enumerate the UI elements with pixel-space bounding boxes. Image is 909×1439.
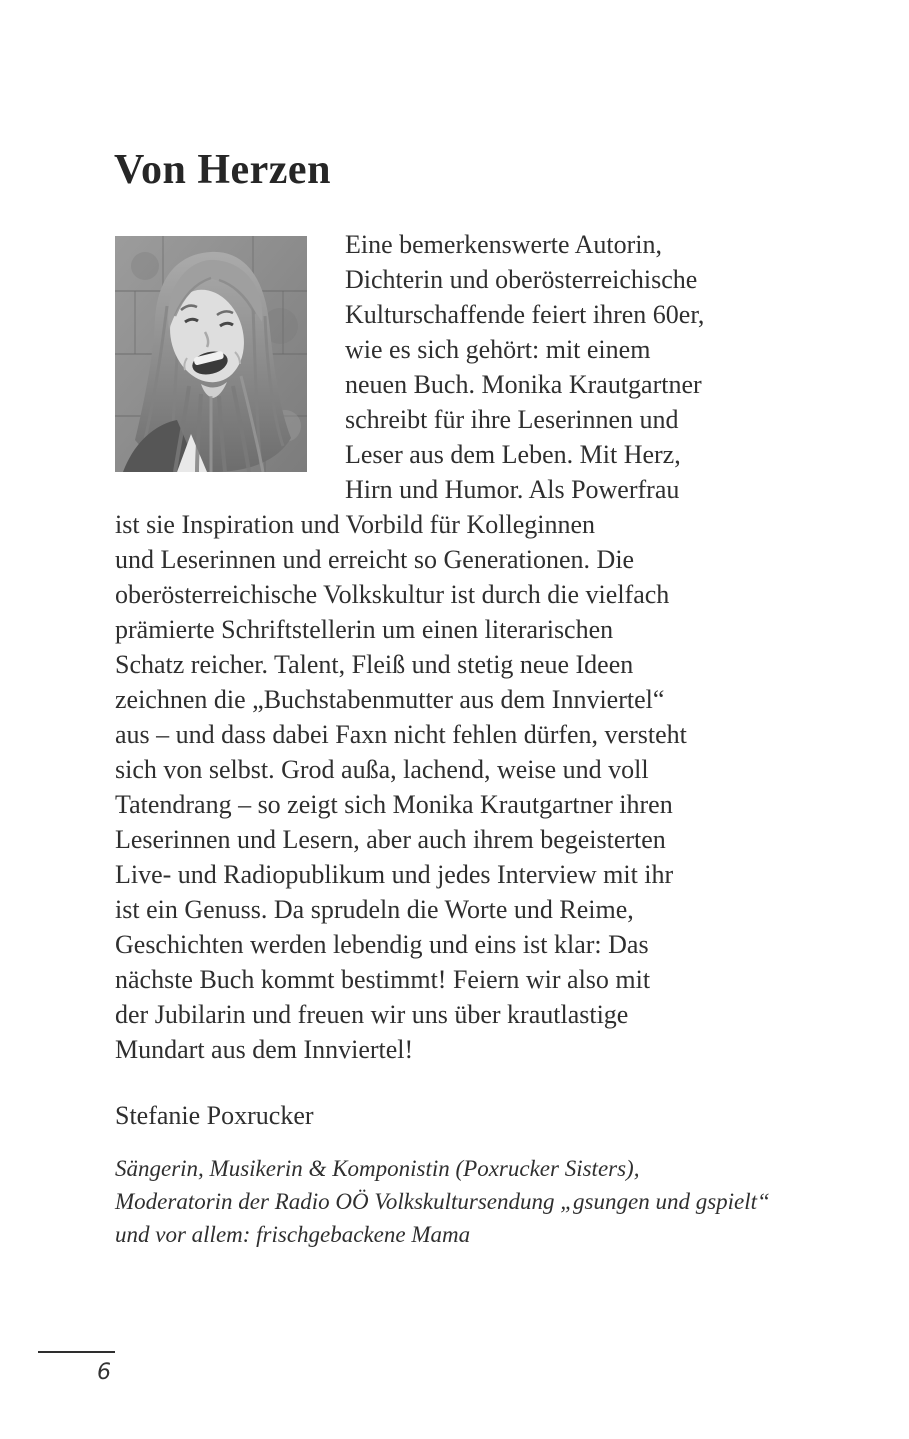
page-number: 6 (97, 1360, 111, 1385)
text-line: der Jubilarin und freuen wir uns über krautlastige (115, 1000, 629, 1029)
author-signature: Stefanie Poxrucker (115, 1101, 314, 1130)
text-line: ist sie Inspiration und Vorbild für Kolleginnen (115, 510, 595, 539)
text-line: wie es sich gehört: mit einem (345, 335, 651, 364)
text-line: zeichnen die „Buchstabenmutter aus dem Innviertel“ (115, 685, 665, 714)
text-line: aus – und dass dabei Faxn nicht fehlen dürfen, versteht (115, 720, 687, 749)
body-paragraph (115, 507, 687, 1067)
portrait-photo-graphic (115, 236, 307, 472)
text-line: schreibt für ihre Leserinnen und (345, 405, 679, 434)
credit-line: Moderatorin der Radio OÖ Volkskultursendung „gsungen und gspielt“ (115, 1189, 770, 1214)
text-line: prämierte Schriftstellerin um einen literarischen (115, 615, 614, 644)
text-line: Hirn und Humor. Als Powerfrau (345, 475, 680, 504)
text-line: ist ein Genuss. Da sprudeln die Worte und Reime, (115, 895, 634, 924)
text-line: Geschichten werden lebendig und eins ist klar: Das (115, 930, 649, 959)
text-line: oberösterreichische Volkskultur ist durch die vielfach (115, 580, 670, 609)
page-title: Von Herzen (114, 147, 331, 193)
text-line: und Leserinnen und erreicht so Generationen. Die (115, 545, 635, 574)
text-line: nächste Buch kommt bestimmt! Feiern wir also mit (115, 965, 651, 994)
text-line: Tatendrang – so zeigt sich Monika Krautgartner ihren (115, 790, 673, 819)
text-line: Leserinnen und Lesern, aber auch ihrem begeisterten (115, 825, 666, 854)
text-line: Live- und Radiopublikum und jedes Interview mit ihr (115, 860, 674, 889)
text-line: Kulturschaffende feiert ihren 60er, (345, 300, 705, 329)
footer-rule (38, 1351, 115, 1353)
text-line: sich von selbst. Grod außa, lachend, weise und voll (115, 755, 649, 784)
text-line: Schatz reicher. Talent, Fleiß und stetig neue Ideen (115, 650, 634, 679)
portrait-photo (115, 236, 307, 472)
text-line: neuen Buch. Monika Krautgartner (345, 370, 702, 399)
intro-paragraph (345, 227, 704, 507)
credit-line: Sängerin, Musikerin & Komponistin (Poxrucker Sisters), (115, 1156, 640, 1181)
text-line: Leser aus dem Leben. Mit Herz, (345, 440, 681, 469)
text-line: Eine bemerkenswerte Autorin, (345, 230, 662, 259)
author-credits (115, 1152, 770, 1251)
text-line: Dichterin und oberösterreichische (345, 265, 698, 294)
text-line: Mundart aus dem Innviertel! (115, 1035, 414, 1064)
credit-line: und vor allem: frischgebackene Mama (115, 1222, 471, 1247)
